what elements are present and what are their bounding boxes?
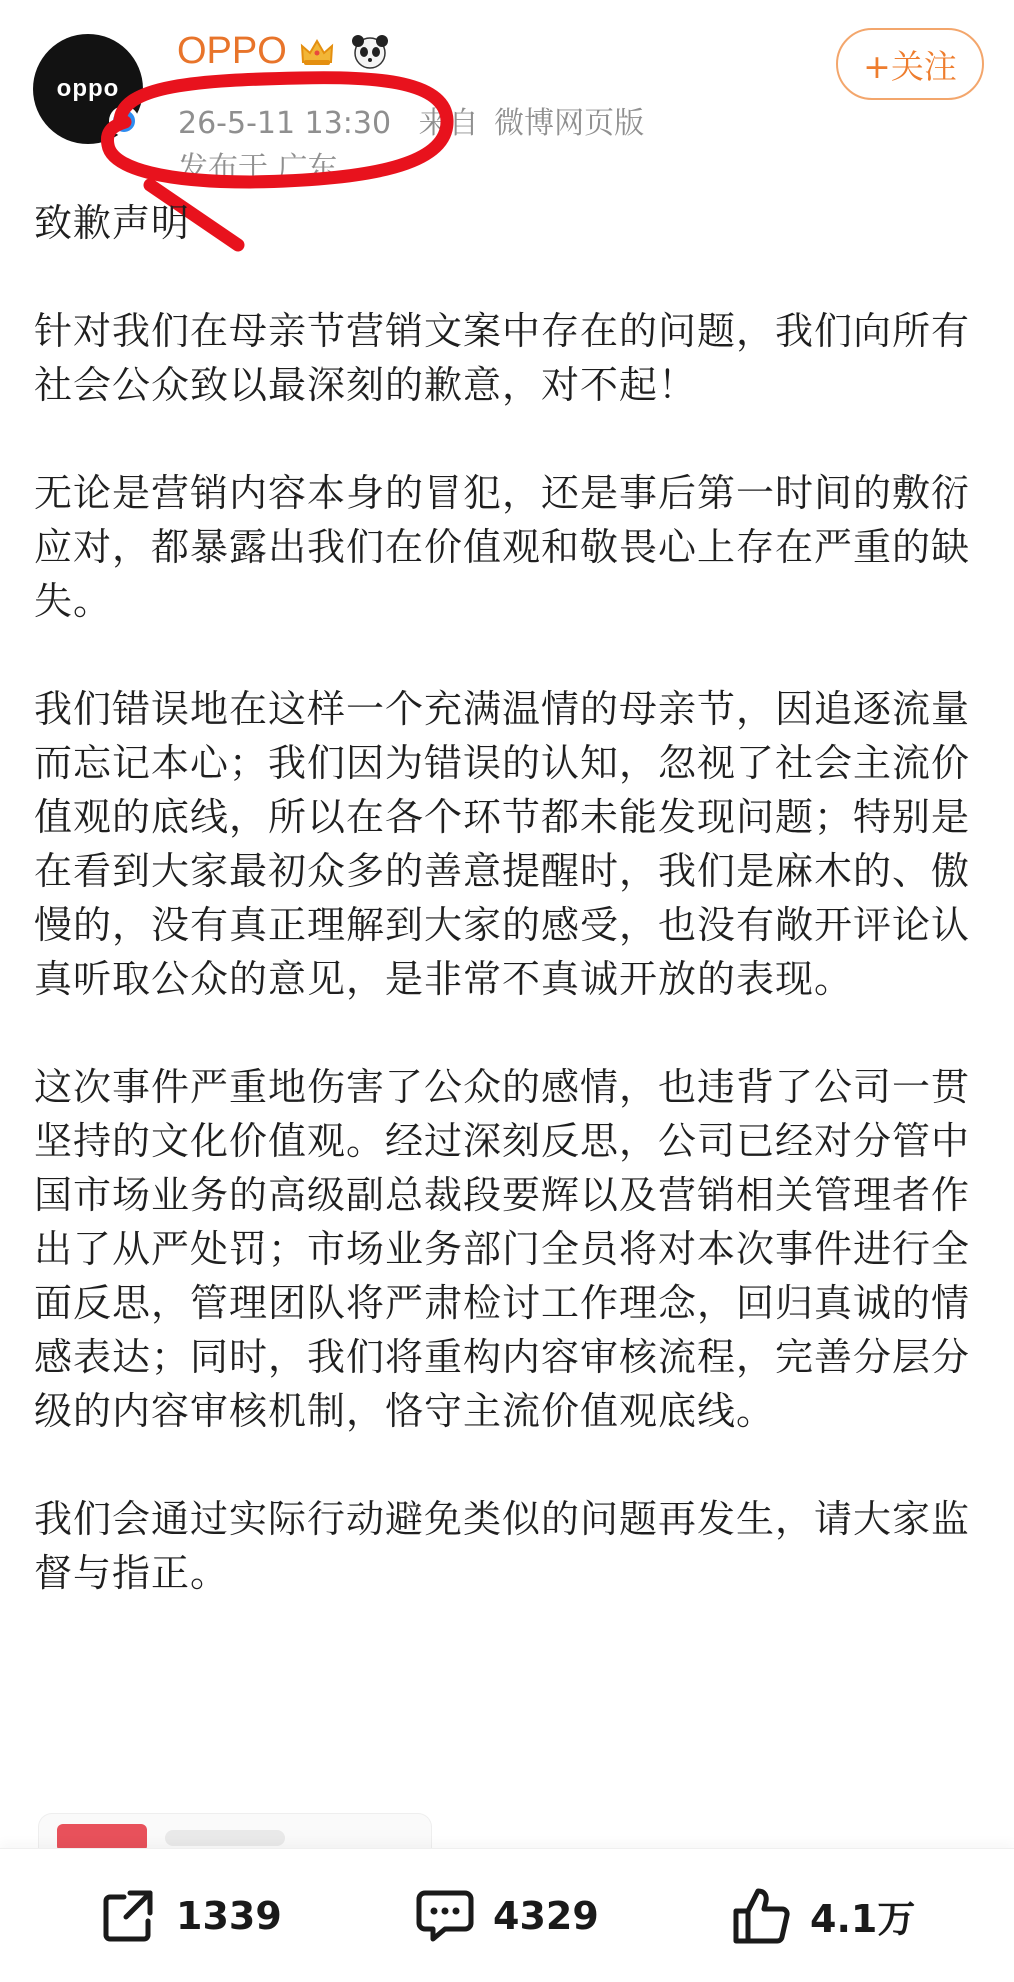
like-count: 4.1万	[810, 1897, 916, 1941]
follow-button[interactable]: +关注	[836, 28, 984, 100]
post-location: 发布于 广东	[178, 151, 338, 186]
crown-badge-icon[interactable]	[300, 38, 334, 66]
post-header	[0, 0, 1014, 200]
post-paragraph-4: 这次事件严重地伤害了公众的感情，也违背了公司一贯坚持的文化价值观。经过深刻反思，公司已经对分管中国市场业务的高级副总裁段要辉以及营销相关管理者作出了从严处罚；市场业务部门全员将对本次事件进行全面反思，管理团队将严肃检讨工作理念，回归真诚的情感表达；同时，我们将重构内容审核流程，完善分层分级的内容审核机制，恪守主流价值观底线。	[34, 1065, 971, 1433]
author-name[interactable]: OPPO	[177, 30, 287, 72]
post-time: 26-5-11 13:30	[178, 106, 392, 141]
action-toolbar	[0, 1848, 1014, 1982]
avatar-logo-text: oppo	[56, 75, 120, 102]
post-source-prefix: 来自	[418, 106, 479, 141]
like-button[interactable]	[730, 1849, 915, 1982]
comment-count: 4329	[493, 1893, 599, 1938]
post-source[interactable]: 微博网页版	[494, 106, 645, 141]
panda-badge-icon[interactable]	[350, 34, 390, 70]
comment-button[interactable]	[415, 1849, 599, 1982]
comment-icon	[415, 1887, 475, 1945]
thumbs-up-icon	[730, 1885, 792, 1947]
verified-badge-icon	[109, 106, 139, 136]
share-button[interactable]	[100, 1849, 282, 1982]
share-count: 1339	[176, 1893, 282, 1938]
post-body	[34, 196, 984, 1654]
post-paragraph-5: 我们会通过实际行动避免类似的问题再发生，请大家监督与指正。	[34, 1497, 971, 1595]
post-paragraph-1: 针对我们在母亲节营销文案中存在的问题，我们向所有社会公众致以最深刻的歉意，对不起！	[34, 309, 971, 407]
share-icon	[100, 1887, 158, 1945]
card-title-placeholder	[165, 1830, 285, 1846]
post-paragraph-3: 我们错误地在这样一个充满温情的母亲节，因追逐流量而忘记本心；我们因为错误的认知，忽视了社会主流价值观的底线，所以在各个环节都未能发现问题；特别是在看到大家最初众多的善意提醒时，我们是麻木的、傲慢的，没有真正理解到大家的感受，也没有敞开评论认真听取公众的意见，是非常不真诚开放的表现。	[34, 687, 971, 1001]
post-meta	[178, 98, 644, 142]
post-paragraph-2: 无论是营销内容本身的冒犯，还是事后第一时间的敷衍应对，都暴露出我们在价值观和敬畏心上存在严重的缺失。	[34, 471, 971, 623]
post-title: 致歉声明	[34, 201, 191, 245]
